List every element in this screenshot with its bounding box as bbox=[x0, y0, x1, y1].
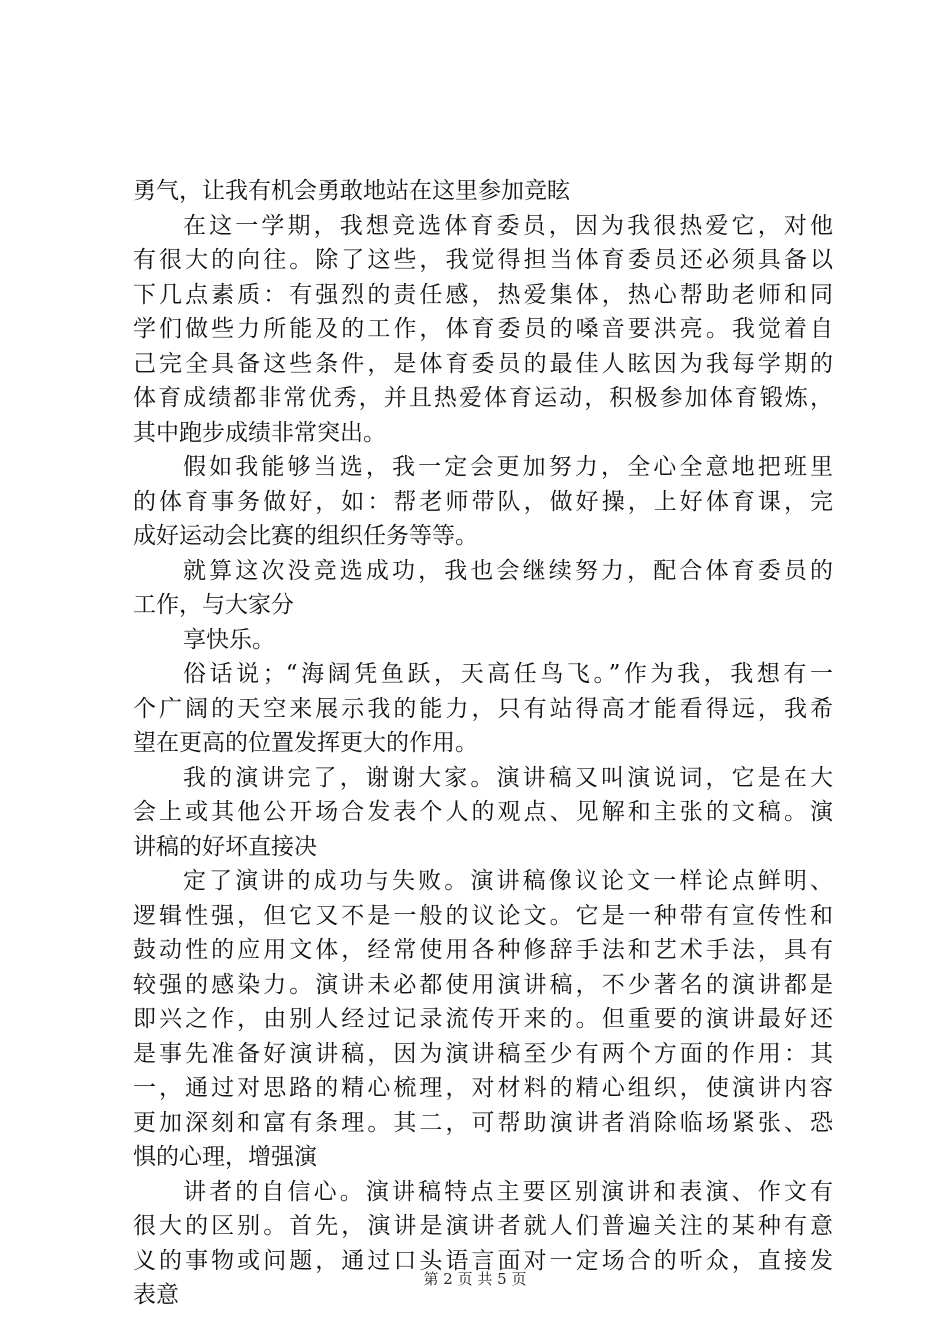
text-line: 就算这次没竞选成功，我也会继续努力，配合体育委员的 bbox=[183, 557, 833, 584]
text-line: 在这一学期，我想竞选体育委员，因为我很热爱它，对他 bbox=[183, 212, 833, 239]
text-line: 个广阔的天空来展示我的能力，只有站得高才能看得远，我希 bbox=[133, 695, 833, 722]
text-line: 讲者的自信心。演讲稿特点主要区别演讲和表演、作文有 bbox=[183, 1178, 833, 1205]
text-line: 假如我能够当选，我一定会更加努力，全心全意地把班里 bbox=[183, 454, 833, 480]
text-line: 定了演讲的成功与失败。演讲稿像议论文一样论点鲜明、 bbox=[183, 868, 833, 894]
text-line: 勇气，让我有机会勇敢地站在这里参加竞眩 bbox=[133, 178, 570, 204]
text-line: 俗话说；“海阔凭鱼跃，天高任鸟飞。”作为我，我想有一 bbox=[183, 661, 833, 687]
text-line: 成好运动会比赛的组织任务等等。 bbox=[133, 523, 478, 549]
text-line: 逻辑性强，但它又不是一般的议论文。它是一种带有宣传性和 bbox=[133, 902, 833, 929]
text-line: 讲稿的好坏直接决 bbox=[133, 833, 317, 860]
text-line: 更加深刻和富有条理。其二，可帮助演讲者消除临场紧张、恐 bbox=[133, 1109, 833, 1136]
text-line: 一，通过对思路的精心梳理，对材料的精心组织，使演讲内容 bbox=[133, 1075, 833, 1101]
text-line: 义的事物或问题，通过口头语言面对一定场合的听众，直接发 bbox=[133, 1247, 833, 1274]
text-line: 望在更高的位置发挥更大的作用。 bbox=[133, 730, 478, 756]
text-line: 即兴之作，由别人经过记录流传开来的。但重要的演讲最好还 bbox=[133, 1006, 833, 1032]
document-body bbox=[133, 174, 833, 1313]
text-line: 会上或其他公开场合发表个人的观点、见解和主张的文稿。演 bbox=[133, 799, 833, 825]
text-line: 享快乐。 bbox=[183, 626, 275, 653]
text-line: 表意 bbox=[133, 1282, 179, 1308]
text-line: 工作，与大家分 bbox=[133, 592, 294, 618]
text-line: 是事先准备好演讲稿，因为演讲稿至少有两个方面的作用：其 bbox=[133, 1040, 833, 1067]
text-line: 较强的感染力。演讲未必都使用演讲稿，不少著名的演讲都是 bbox=[133, 971, 833, 998]
text-line: 学们做些力所能及的工作，体育委员的嗓音要洪亮。我觉着自 bbox=[133, 316, 833, 342]
text-line: 很大的区别。首先，演讲是演讲者就人们普遍关注的某种有意 bbox=[133, 1213, 833, 1239]
text-line: 体育成绩都非常优秀，并且热爱体育运动，积极参加体育锻炼， bbox=[133, 385, 833, 411]
text-line: 己完全具备这些条件，是体育委员的最佳人眩因为我每学期的 bbox=[133, 350, 833, 377]
text-line: 有很大的向往。除了这些，我觉得担当体育委员还必须具备以 bbox=[133, 247, 833, 273]
text-line: 下几点素质：有强烈的责任感，热爱集体，热心帮助老师和同 bbox=[133, 281, 833, 308]
page-number-footer: 第 2 页 共 5 页 bbox=[423, 1270, 527, 1288]
text-line: 我的演讲完了，谢谢大家。演讲稿又叫演说词，它是在大 bbox=[183, 764, 833, 791]
text-line: 惧的心理，增强演 bbox=[133, 1144, 317, 1170]
text-line: 鼓动性的应用文体，经常使用各种修辞手法和艺术手法，具有 bbox=[133, 937, 833, 963]
text-line: 的体育事务做好，如：帮老师带队，做好操，上好体育课，完 bbox=[133, 488, 833, 515]
text-line: 其中跑步成绩非常突出。 bbox=[133, 419, 386, 446]
